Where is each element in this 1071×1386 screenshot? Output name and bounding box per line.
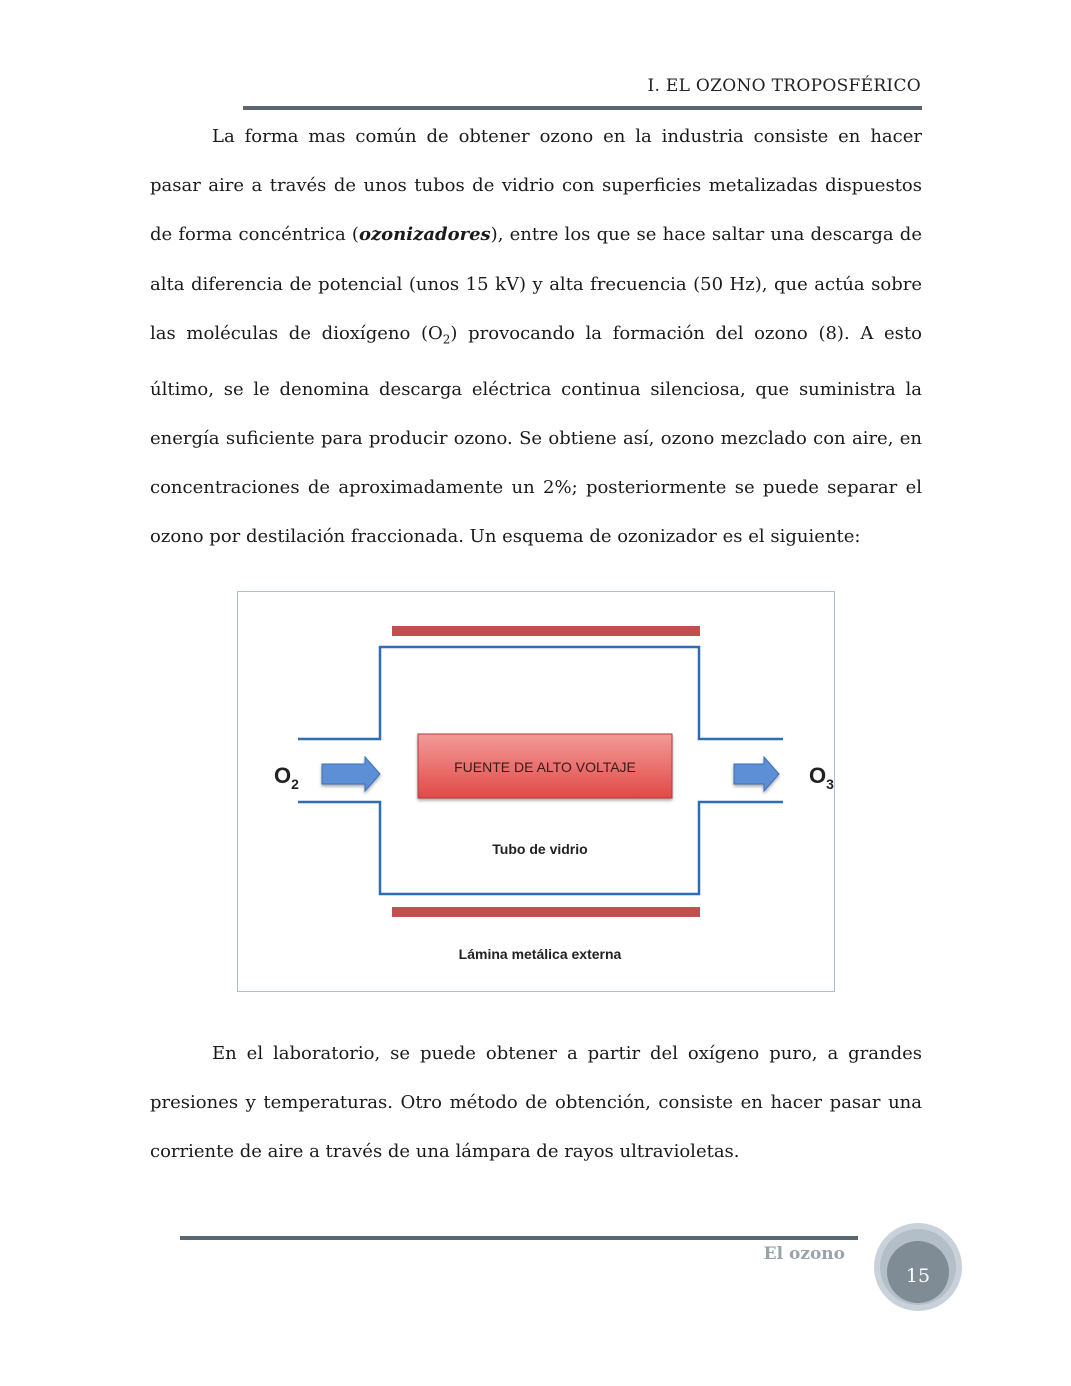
metal-plate-bottom bbox=[392, 907, 700, 917]
glass-tube-top-wall bbox=[298, 647, 783, 739]
running-header: I. EL OZONO TROPOSFÉRICO bbox=[647, 76, 921, 96]
para1-text-mid: ), entre los que se hace saltar una descarga de alta diferencia de potencial (unos 15 kV) y alta frecuencia (50 Hz), que actúa sobre las moléculas de dioxígeno (O bbox=[150, 224, 922, 344]
metal-plate-label: Lámina metálica externa bbox=[458, 946, 622, 962]
page-number: 15 bbox=[905, 1265, 931, 1287]
inflow-arrow-icon bbox=[322, 757, 380, 791]
high-voltage-source-label: FUENTE DE ALTO VOLTAJE bbox=[454, 759, 636, 775]
footer-rule bbox=[180, 1236, 858, 1240]
input-gas-label: $O_2$ bbox=[274, 763, 299, 792]
page-number-badge bbox=[872, 1221, 964, 1313]
ozonizadores-term: ozonizadores bbox=[358, 224, 491, 246]
ozonizer-diagram-svg bbox=[238, 592, 834, 991]
o2-subscript: 2 bbox=[442, 332, 451, 347]
paragraph-laboratory bbox=[150, 1029, 922, 1177]
paragraph-ozonizers bbox=[150, 112, 922, 561]
para2-text: En el laboratorio, se puede obtener a partir del oxígeno puro, a grandes presiones y temperaturas. Otro método de obtención, consiste en hacer pasar una corriente de aire a través de una lámpara de rayos ultravioletas. bbox=[150, 1043, 922, 1163]
metal-plate-top bbox=[392, 626, 700, 636]
outflow-arrow-icon bbox=[734, 757, 779, 791]
glass-tube-label: Tubo de vidrio bbox=[492, 841, 588, 857]
para1-text-before: La forma mas común de obtener ozono en la industria consiste en hacer pasar aire a través de unos tubos de vidrio con superficies metalizadas dispuestos de forma concéntrica ( bbox=[150, 126, 922, 246]
header-rule bbox=[243, 106, 922, 110]
footer-label: El ozono bbox=[763, 1244, 845, 1264]
output-gas-label: $O_3$ bbox=[809, 763, 834, 792]
ozonizer-diagram bbox=[237, 591, 835, 992]
para1-text-after: ) provocando la formación del ozono (8). A esto último, se le denomina descarga eléctrica continua silenciosa, que suministra la energía suficiente para producir ozono. Se obtiene así, ozono mezclado con aire, en concentraciones de aproximadamente un 2%; posteriormente se puede separar el ozono por destilación fraccionada. Un esquema de ozonizador es el siguiente: bbox=[150, 322, 922, 548]
